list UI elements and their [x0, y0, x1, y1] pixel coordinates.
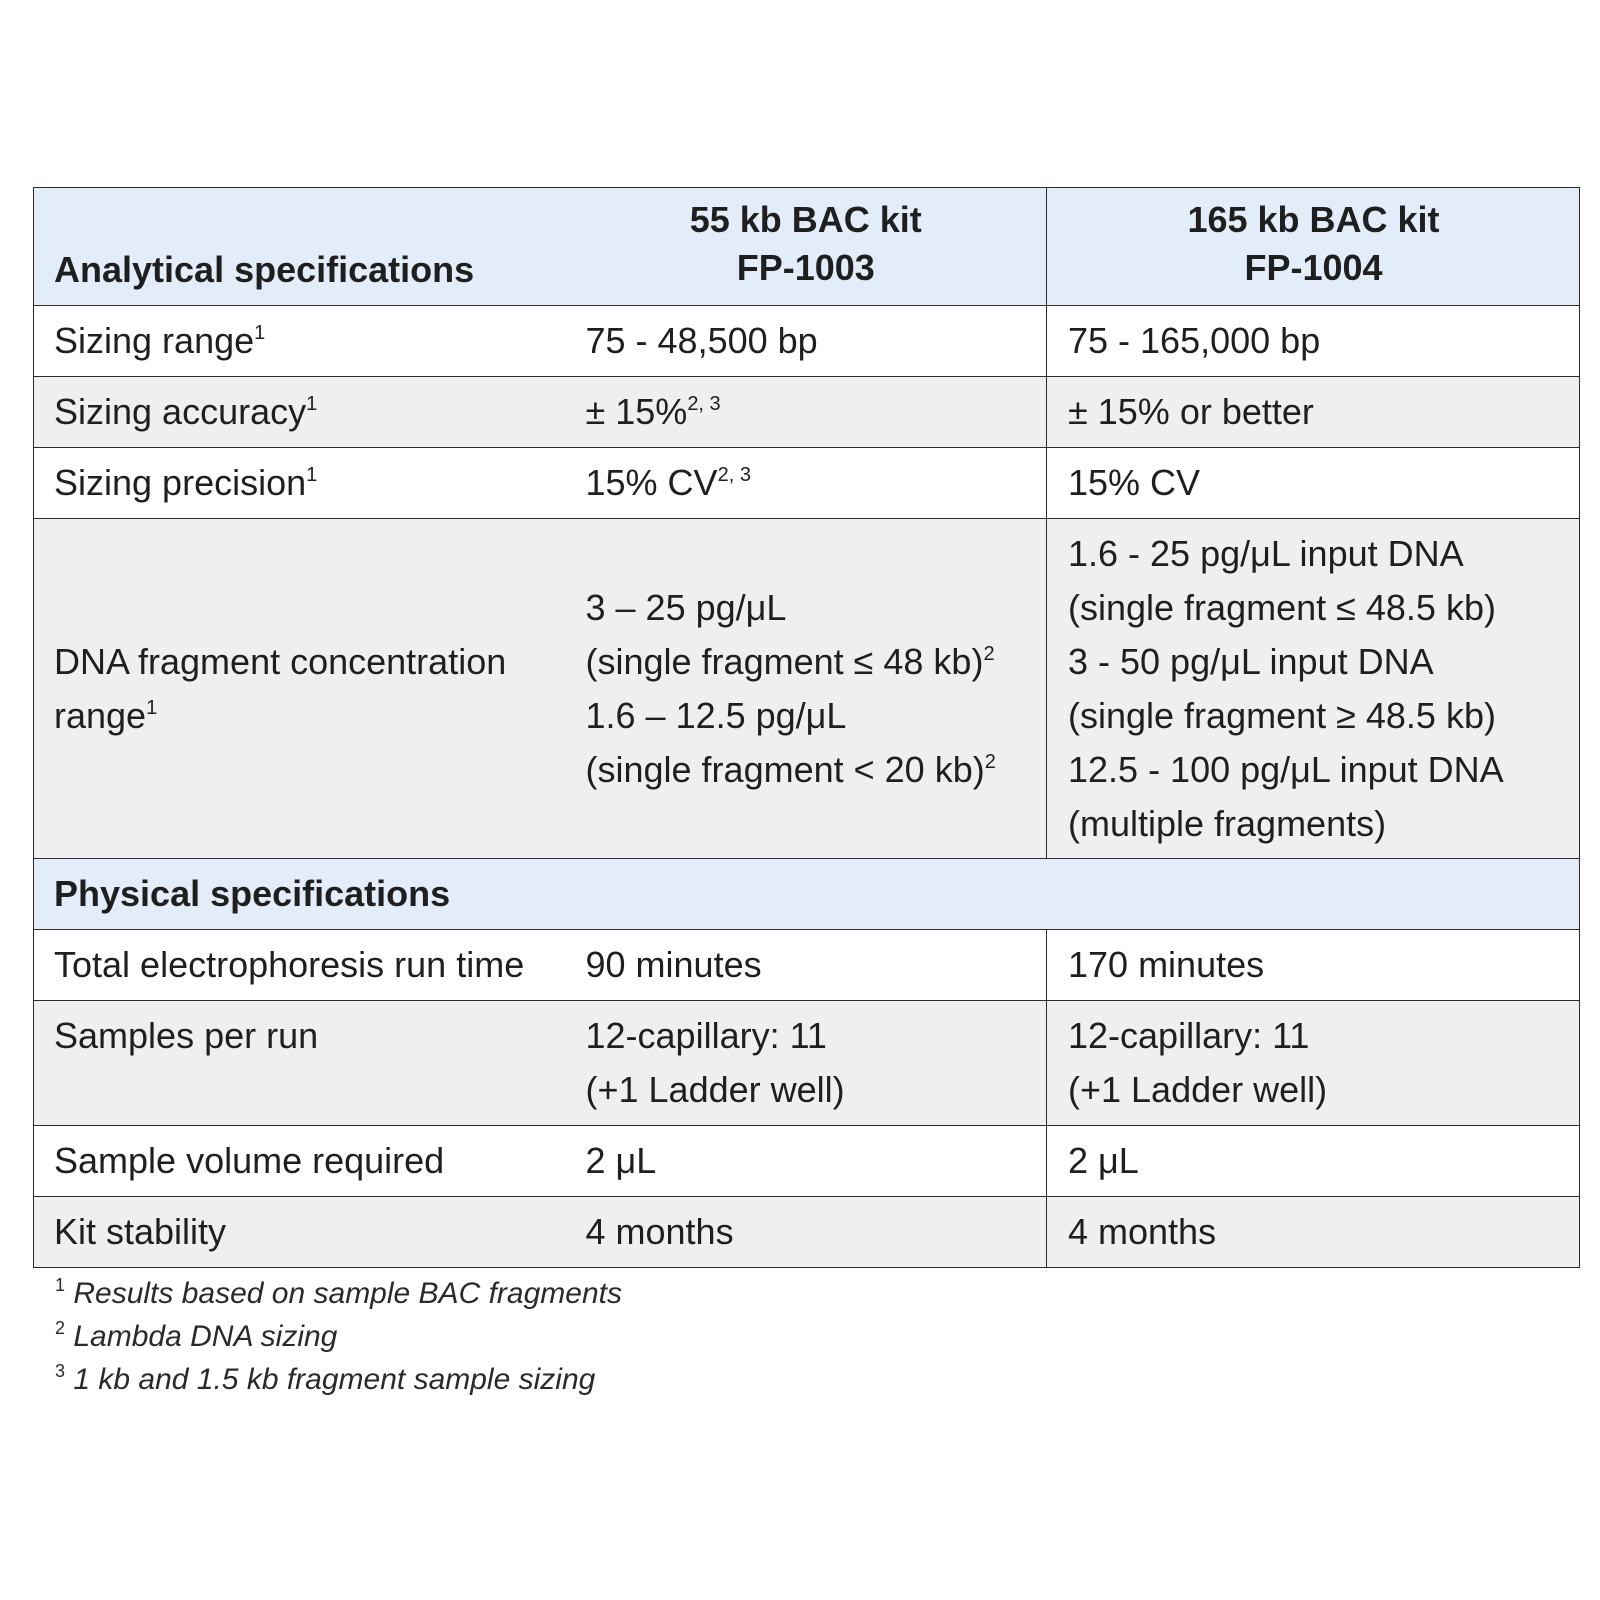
table-row: [34, 377, 1580, 448]
cell-55kb: 2 μL: [576, 1126, 1047, 1197]
header-55kb-kit-part-number: FP-1003: [736, 247, 875, 288]
row-label: Sizing accuracy$^1$: [34, 377, 576, 448]
header-55kb-kit-name: 55 kb BAC kit: [689, 199, 922, 240]
cell-55kb: 90 minutes: [576, 930, 1047, 1001]
section-title: Physical specifications: [34, 859, 1580, 930]
specifications-table: [33, 187, 1580, 1268]
table-header-row: [34, 188, 1580, 306]
footnote: $^1$ Results based on sample BAC fragments: [55, 1275, 622, 1310]
row-label: Total electrophoresis run time: [34, 930, 576, 1001]
cell-165kb: 2 μL: [1047, 1126, 1580, 1197]
table-row: [34, 306, 1580, 377]
table-row: [34, 448, 1580, 519]
cell-165kb: 12-capillary: 11 (+1 Ladder well): [1047, 1001, 1580, 1126]
header-165kb-kit-name: 165 kb BAC kit: [1187, 199, 1440, 240]
row-label: Sample volume required: [34, 1126, 576, 1197]
header-55kb-kit: [576, 188, 1047, 306]
row-label: Sizing precision$^1$: [34, 448, 576, 519]
footnote: $^3$ 1 kb and 1.5 kb fragment sample sizing: [55, 1361, 596, 1396]
physical-specifications-section-row: [34, 859, 1580, 930]
row-label: DNA fragment concentration range$^1$: [34, 519, 576, 859]
cell-165kb: 4 months: [1047, 1197, 1580, 1268]
table-row: [34, 1001, 1580, 1126]
cell-165kb: 1.6 - 25 pg/μL input DNA (single fragment ≤ 48.5 kb) 3 - 50 pg/μL input DNA (single fragment ≥ 48.5 kb) 12.5 - 100 pg/μL input DNA (multiple fragments): [1047, 519, 1580, 859]
row-label: Kit stability: [34, 1197, 576, 1268]
table-row: [34, 1197, 1580, 1268]
header-analytical-specifications: Analytical specifications: [34, 188, 576, 306]
table-row: [34, 1126, 1580, 1197]
cell-165kb: 75 - 165,000 bp: [1047, 306, 1580, 377]
cell-55kb: 4 months: [576, 1197, 1047, 1268]
row-label: Samples per run: [34, 1001, 576, 1126]
cell-165kb: ± 15% or better: [1047, 377, 1580, 448]
row-label: Sizing range$^1$: [34, 306, 576, 377]
header-165kb-kit-part-number: FP-1004: [1244, 247, 1383, 288]
cell-55kb: ± 15%$^{2, 3}$: [576, 377, 1047, 448]
header-165kb-kit: [1047, 188, 1580, 306]
table-row: [34, 930, 1580, 1001]
footnotes: [55, 1272, 622, 1401]
cell-165kb: 15% CV: [1047, 448, 1580, 519]
table-row: [34, 519, 1580, 859]
cell-55kb: 75 - 48,500 bp: [576, 306, 1047, 377]
cell-55kb: 3 – 25 pg/μL (single fragment ≤ 48 kb)$^2$ 1.6 – 12.5 pg/μL (single fragment < 20 kb)$^2$: [576, 519, 1047, 859]
footnote: $^2$ Lambda DNA sizing: [55, 1318, 338, 1353]
cell-55kb: 15% CV$^{2, 3}$: [576, 448, 1047, 519]
cell-55kb: 12-capillary: 11 (+1 Ladder well): [576, 1001, 1047, 1126]
cell-165kb: 170 minutes: [1047, 930, 1580, 1001]
